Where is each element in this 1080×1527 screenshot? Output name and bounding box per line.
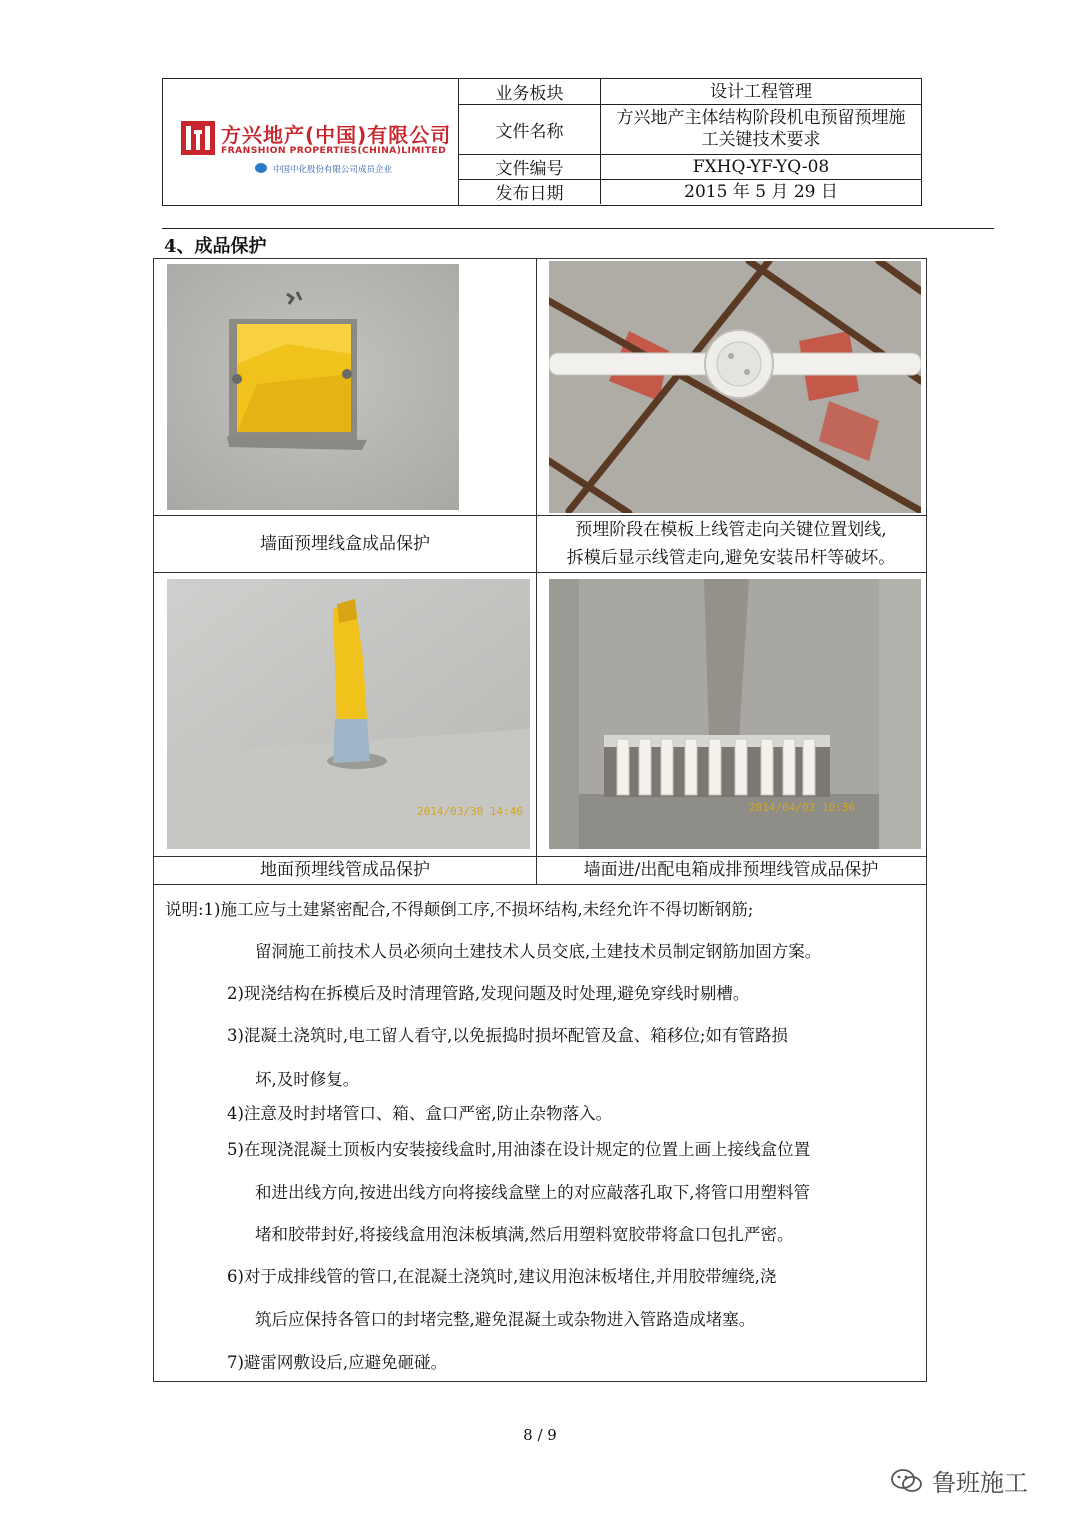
note-line: 和进出线方向,按进出线方向将接线盒壁上的对应敲落孔取下,将管口用塑料管 [255,1183,810,1202]
wall-conduit-row-photo [549,579,921,849]
header-key: 业务板块 [459,79,601,104]
photo-timestamp: 2014/04/02 10:36 [749,801,855,814]
header-divider [162,228,994,229]
company-subtitle: 中国中化股份有限公司成员企业 [273,165,393,175]
note-line: 6)对于成排线管的管口,在混凝土浇筑时,建议用泡沫板堵住,并用胶带缠绕,浇 [227,1267,777,1286]
caption-line: 拆模后显示线管走向,避免安装吊杆等破坏。 [566,547,896,568]
note-line: 筑后应保持各管口的封堵完整,避免混凝土或杂物进入管路造成堵塞。 [255,1310,756,1329]
note-line: 3)混凝土浇筑时,电工留人看守,以免振捣时损坏配管及盒、箱移位;如有管路损 [227,1026,788,1045]
note-line: 4)注意及时封堵管口、箱、盒口严密,防止杂物落入。 [227,1104,613,1123]
note-line: 说明:1)施工应与土建紧密配合,不得颠倒工序,不损坏结构,未经允许不得切断钢筋; [165,900,754,919]
photo-caption: 地面预埋线管成品保护 [260,860,430,880]
photo-timestamp: 2014/03/30 14:46 [417,805,523,818]
company-logo-cell [163,79,459,205]
conduit-junction-photo [549,261,921,513]
note-line: 堵和胶带封好,将接线盒用泡沫板填满,然后用塑料宽胶带将盒口包扎严密。 [255,1225,794,1244]
section-title: 4、成品保护 [164,236,267,257]
note-line: 2)现浇结构在拆模后及时清理管路,发现问题及时处理,避免穿线时剔槽。 [227,984,750,1003]
caption-line: 预埋阶段在模板上线管走向关键位置划线, [575,519,887,540]
header-row-fileno [459,154,921,180]
note-line: 5)在现浇混凝土顶板内安装接线盒时,用油漆在设计规定的位置上画上接线盒位置 [227,1140,811,1159]
photo-caption: 墙面进/出配电箱成排预埋线管成品保护 [583,860,879,880]
watermark [890,1463,1028,1498]
header-value: 方兴地产主体结构阶段机电预留预埋施工关键技术要求 [616,108,906,150]
header-row-filename [459,104,921,155]
row-divider [154,572,926,573]
header-row-date [459,179,921,204]
header-value: 2015 年 5 月 29 日 [684,181,838,202]
photo-caption: 墙面预埋线盒成品保护 [260,533,430,554]
company-name-cn: 方兴地产(中国)有限公司 [221,123,452,147]
header-key: 文件编号 [459,154,601,179]
product-protection-table [153,258,927,1382]
photo-caption [536,515,926,572]
header-key: 文件名称 [459,104,601,154]
header-info-rows [459,79,921,205]
header-row-business [459,79,921,105]
note-line: 坏,及时修复。 [255,1070,360,1089]
watermark-text: 鲁班施工 [932,1469,1028,1497]
sinochem-icon [255,163,267,173]
wall-junction-box-photo [167,264,459,510]
page-number: 8 / 9 [523,1426,557,1444]
header-value: 设计工程管理 [710,81,812,102]
wechat-icon [890,1468,924,1494]
floor-conduit-photo [167,579,530,849]
franshion-logo-icon [181,121,215,155]
row-divider [154,884,926,885]
document-header-table [162,78,922,206]
note-line: 留洞施工前技术人员必须向土建技术人员交底,土建技术员制定钢筋加固方案。 [255,942,822,961]
note-line: 7)避雷网敷设后,应避免砸碰。 [227,1353,448,1372]
header-value: FXHQ-YF-YQ-08 [692,156,830,177]
company-name-en: FRANSHION PROPERTIES(CHINA)LIMITED [221,145,447,156]
header-key: 发布日期 [459,179,601,204]
